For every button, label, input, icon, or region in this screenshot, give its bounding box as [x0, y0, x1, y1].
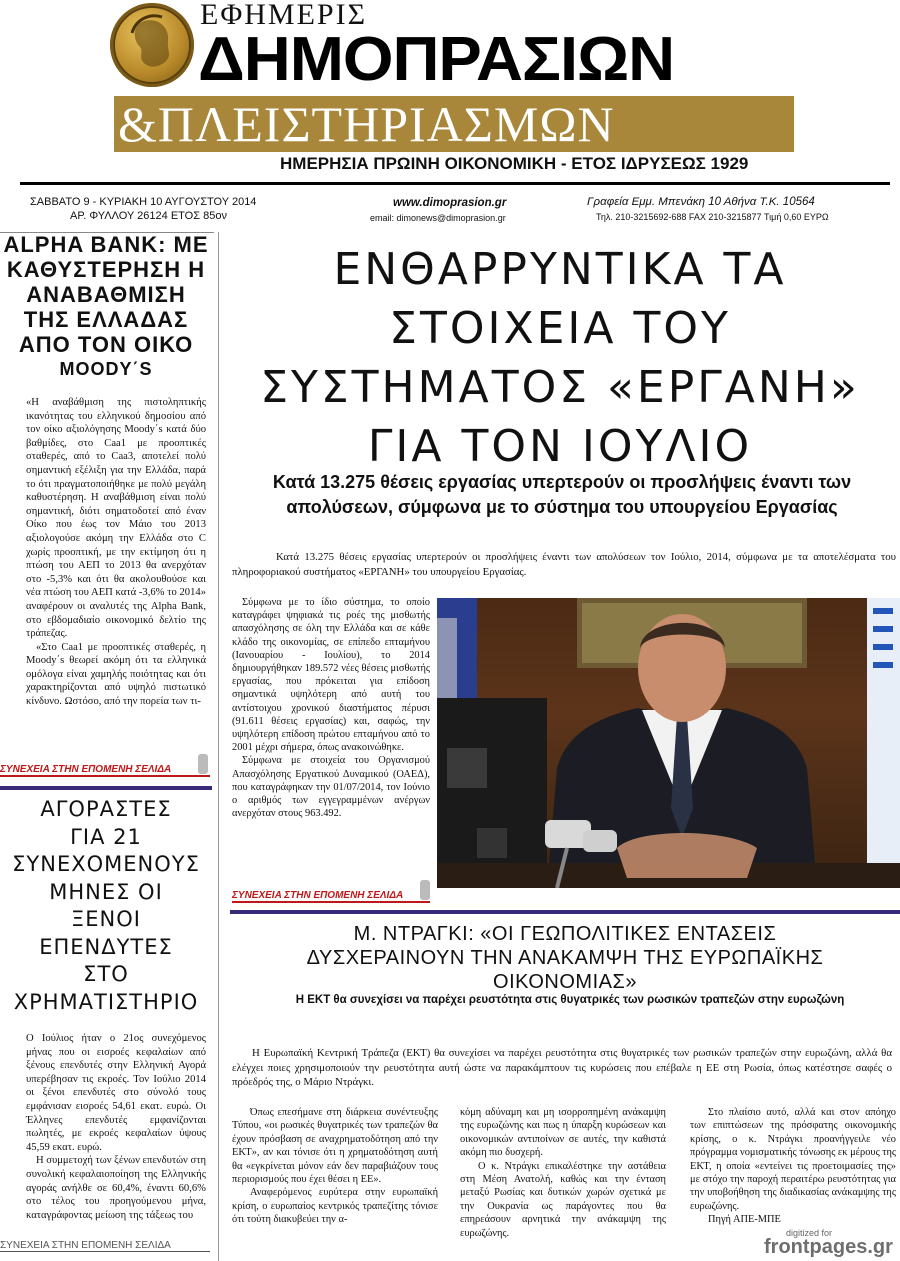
left-column-divider — [218, 232, 219, 1261]
headline-line: ΓΙΑ ΤΟΝ ΙΟΥΛΙΟ — [367, 421, 753, 472]
headline-line: ΣΥΣΤΗΜΑΤΟΣ «ΕΡΓΑΝΗ» — [260, 362, 860, 413]
second-col-3 — [690, 1106, 896, 1227]
logo-coin-icon — [110, 3, 194, 87]
second-headline — [230, 922, 900, 994]
second-col-1-p2: Αναφερόμενος ευρύτερα στην ευρωπαϊκή κρίση, ο ευρωπαίος κεντρικός τραπεζίτης τόνισε ότι τούτη διακυβεύει την α- — [232, 1187, 438, 1226]
headline-line: ΔΥΣΧΕΡΑΙΝΟΥΝ ΤΗΝ ΑΝΑΚΑΜΨΗ ΤΗΣ ΕΥΡΩΠΑΪΚΗΣ — [306, 947, 824, 969]
second-col-1-p1: Όπως επεσήμανε στη διάρκεια συνέντευξης Τύπου, «οι ρωσικές θυγατρικές των τραπεζών θα έχουν πρόσβαση σε αναχρηματοδότηση από την ΕΚΤ», αν και τόνισε ότι η χρηματοδότηση αυτή θα «εγκρίνεται μόνον εάν δεν παραβιάζουν τους περιορισμούς που έχει θέσει η ΕΕ». — [232, 1107, 438, 1186]
second-col-2 — [460, 1106, 666, 1240]
second-col-1 — [232, 1106, 438, 1227]
title-line: ΜΗΝΕΣ ΟΙ — [49, 879, 163, 904]
title-line: ΣΤΟ — [83, 962, 129, 986]
issue-date: ΣΑΒΒΑΤΟ 9 - ΚΥΡΙΑΚΗ 10 ΑΥΓΟΥΣΤΟΥ 2014 — [30, 196, 257, 208]
left-article-1 — [0, 232, 212, 709]
email-link[interactable]: email: dimonews@dimoprasion.gr — [370, 213, 506, 223]
title-line: ΧΡΗΜΑΤΙΣΤΗΡΙΟ — [13, 989, 199, 1014]
second-col-2-p2: Ο κ. Ντράγκι επικαλέστηκε την αστάθεια στη Μέση Ανατολή, καθώς και την ένταση μεταξύ Ρωσίας και δυτικών χωρών σχετικά με την Ουκρανία ως παράγοντες που θα επηρεάσουν αρνητικά την ανάκαμψη της ευρωζώνης. — [460, 1160, 666, 1239]
left-article-2-p2: Η συμμετοχή των ξένων επενδυτών στη συνολική κεφαλαιοποίηση της Ελληνικής αγοράς ανήλθε σε 60,4%, έναντι 60,6% στο τέλος του προηγούμενου μήνα, καταγράφοντας μείωση της τάξεως του — [26, 1155, 206, 1221]
main-lead: Κατά 13.275 θέσεις εργασίας υπερτερούν οι προσλήψεις έναντι των απολύσεων τον Ιούλιο, 2014, σύμφωνα με τα αποτελέσματα του πληροφοριακού συστήματος «ΕΡΓΑΝΗ» του υπουργείου Εργασίας. — [232, 551, 896, 578]
main-body-p1: Σύμφωνα με το ίδιο σύστημα, το οποίο καταγράφει ψηφιακά τις ροές της μισθωτής απασχόλησης σε όλη την Ελλάδα και σε κάθε κλάδο της οικονομίας, σε επίπεδο επταμήνου (Ιανουαρίου - Ιουλίου), το 2014 δημιουργήθηκαν 189.572 νέες θέσεις μισθωτής εργασίας, που πρόκειται για επίδοση σημαντικά υψηλότερη από αυτή του αντίστοιχου χρονικού διαστήματος πέρυσι (91.611 θέσεις εργασίας) και, σαφώς, την υψηλότερη επίδοση πρώτου επταμήνου από το 2001 μέχρι σήμερα, όπως ανακοινώθηκε. — [232, 597, 430, 754]
title-line: ΓΙΑ 21 — [70, 824, 142, 849]
masthead-subtitle: &ΠΛΕΙΣΤΗΡΙΑΣΜΩΝ — [118, 96, 615, 152]
watermark-logo: frontpages.gr — [764, 1236, 893, 1258]
main-headline — [230, 240, 890, 476]
watermark-small: digitized for — [786, 1228, 833, 1238]
main-continue-link[interactable]: ΣΥΝΕΧΕΙΑ ΣΤΗΝ ΕΠΟΜΕΝΗ ΣΕΛΙΔΑ — [232, 890, 430, 903]
masthead-title: ΔΗΜΟΠΡΑΣΙΩΝ — [198, 25, 675, 94]
title-line: ΞΕΝΟΙ — [71, 907, 141, 931]
main-body-p2: Σύμφωνα με στοιχεία του Οργανισμού Απασχόλησης Εργατικού Δυναμικού (ΟΑΕΔ), που καταγράφηκαν την 01/07/2014, τον Ιούνιο ο αριθμός των εγγεγραμμένων ανέργων ανερχόταν στους 963.492. — [232, 755, 430, 820]
headline-line: ΟΙΚΟΝΟΜΙΑΣ» — [493, 971, 637, 993]
main-subhead: Κατά 13.275 θέσεις εργασίας υπερτερούν οι προσλήψεις έναντι των απολύσεων, σύμφωνα με το σύστημα του υπουργείου Εργασίας — [272, 472, 852, 517]
coin-profile-icon — [110, 3, 194, 87]
masthead-tagline: ΗΜΕΡΗΣΙΑ ΠΡΩΙΝΗ ΟΙΚΟΝΟΜΙΚΗ - ΕΤΟΣ ΙΔΡΥΣΕΩΣ 1929 — [280, 154, 749, 173]
headline-line: ΣΤΟΙΧΕΙΑ ΤΟΥ — [389, 303, 731, 354]
second-col-3-p1: Στο πλαίσιο αυτό, αλλά και στον απόηχο των επιπτώσεων της πρόσφατης οικονομικής κρίσης, ο κ. Ντράγκι προανήγγειλε νέο πρόγραμμα νομισματικής τόνωσης εκ μέρους της ΕΚΤ, η οποία «εντείνει τις προετοιμασίες της» με στόχο την παροχή περαιτέρω ρευστότητας για την υποβοήθηση της διαδικασίας ανάκαμψης της ευρωζώνης. — [690, 1107, 897, 1212]
left-article-2-title — [0, 796, 212, 1016]
left-article-2-p1: Ο Ιούλιος ήταν ο 21ος συνεχόμενος μήνας που οι εισροές κεφαλαίων από ξένους επενδυτές στην Ελληνική Αγορά υπερέβησαν τις εκροές. Τον Ιούλιο 2014 οι ξένοι επενδυτές στο σύνολό τους εμφάνισαν εισροές 54,61 εκατ. ευρώ. Οι Έλληνες επενδυτές εμφανίζονται πωλητές, με εκροές κεφαλαίων ύψους 45,59 εκατ. ευρώ. — [26, 1033, 206, 1153]
headline-line: ΕΝΘΑΡΡΥΝΤΙΚΑ ΤΑ — [333, 244, 787, 295]
second-subhead: Η ΕΚΤ θα συνεχίσει να παρέχει ρευστότητα στις θυγατρικές των ρωσικών τραπεζών στην ευρωζώνη — [295, 994, 845, 1006]
title-line: ΣΥΝΕΧΟΜΕΝΟΥΣ — [12, 852, 200, 876]
office-address: Γραφεία Εμμ. Μπενάκη 10 Αθήνα Τ.Κ. 10564 — [587, 196, 815, 208]
title-line: ΑΠΟ ΤΟΝ ΟΙΚΟ — [18, 332, 194, 357]
title-line: ΚΑΘΥΣΤΕΡΗΣΗ Η — [6, 257, 206, 282]
title-line: ΑΓΟΡΑΣΤΕΣ — [40, 797, 172, 821]
page-arrow-icon — [420, 880, 430, 900]
left-article-1-p2: «Στο Caa1 με προοπτικές σταθερές, η Moody΄s θεωρεί ακόμη ότι τα ελληνικά ομόλογα είναι χαμηλής ποιότητας και ότι χαρακτηρίζονται από υψηλό πιστωτικό κίνδυνο. Ωστόσο, από την πορεία των τι- — [26, 641, 206, 708]
title-line: ΕΠΕΝΔΥΤΕΣ — [39, 934, 173, 959]
main-photo — [437, 598, 900, 888]
title-line: ΑΝΑΒΑΘΜΙΣΗ — [26, 282, 186, 307]
page-arrow-icon — [198, 754, 208, 774]
main-divider-purple — [230, 910, 900, 914]
left-article-1-p1: «Η αναβάθμιση της πιστοληπτικής ικανότητας του ελληνικού δημοσίου από τον οίκο αξιολόγησης Moody΄s κατά δύο βαθμίδες, στο Caa1 με προοπτικές σταθερές, από το Caa3, αποτελεί πολύ σημαντική εξέλιξη για την Ελλάδα, παρά το ότι πραγματοποιήθηκε με πολύ μεγάλη καθυστέρηση. Η αναβάθμιση είναι πολύ σημαντική, διότι σηματοδοτεί από έναν Οίκο που έως τον Μάιο του 2013 αξιολογούσε ακόμη την Ελλάδα στο C χωρίς προοπτική, με την εκτίμηση ότι η πτώση του ΑΕΠ το 2013 θα ανερχόταν στο -5,3% και ότι θα ακολουθούσε και νέα πτώση του ΑΕΠ κατά -3,6% το 2014» αναφέρουν οι αναλυτές της Alpha Bank, στο εβδομαδιαίο οικονομικό δελτίο της τράπεζας. — [26, 397, 206, 640]
title-line: MOODY΄S — [59, 359, 153, 379]
left-1-continue-link[interactable]: ΣΥΝΕΧΕΙΑ ΣΤΗΝ ΕΠΟΜΕΝΗ ΣΕΛΙΔΑ — [0, 764, 210, 777]
minister-photo-illustration — [437, 598, 900, 888]
headline-line: Μ. ΝΤΡΑΓΚΙ: «ΟΙ ΓΕΩΠΟΛΙΤΙΚΕΣ ΕΝΤΑΣΕΙΣ — [353, 923, 777, 945]
issue-number: ΑΡ. ΦΥΛΛΟΥ 26124 ΕΤΟΣ 85ον — [70, 210, 227, 222]
top-rule — [20, 182, 890, 185]
left-article-2 — [0, 796, 212, 1222]
title-line: ΤΗΣ ΕΛΛΑΔΑΣ — [23, 307, 189, 332]
main-body — [232, 596, 430, 820]
left-2-continue-link[interactable]: ΣΥΝΕΧΕΙΑ ΣΤΗΝ ΕΠΟΜΕΝΗ ΣΕΛΙΔΑ — [0, 1240, 210, 1252]
left-divider-purple — [0, 786, 212, 790]
title-line: ALPHA BANK: ΜΕ — [3, 232, 209, 257]
second-lead: Η Ευρωπαϊκή Κεντρική Τράπεζα (ΕΚΤ) θα συνεχίσει να παρέχει ρευστότητα στις θυγατρικές των ρωσικών τραπεζών στην ευρωζώνη, αλλά θα ελέγχει ποιες χρησιμοποιούν την ρευστότητα αυτή ώστε να παρακάμπτουν τις κυρώσεις που επέβαλε η ΕΕ στη Ρωσία, όπως κατέστησε σαφές ο πρόεδρός της, ο Μάριο Ντράγκι. — [232, 1047, 892, 1088]
website-link[interactable]: www.dimoprasion.gr — [393, 197, 507, 209]
masthead-ef: ΕΦΗΜΕΡΙΣ — [200, 0, 368, 31]
left-article-1-title — [0, 232, 212, 382]
phone-price: Τηλ. 210-3215692-688 FAX 210-3215877 Τιμή 0,60 ΕΥΡΩ — [596, 212, 829, 222]
second-col-3-source: Πηγή ΑΠΕ-ΜΠΕ — [708, 1214, 781, 1226]
second-col-2-p1: κόμη αδύναμη και μη ισορροπημένη ανάκαμψη της ευρωζώνης και πως η ύπαρξη κυρώσεων και οικονομικών αντιποίνων σε αυτές, την καθιστά ακόμη πιο δυσχερή. — [460, 1107, 666, 1159]
